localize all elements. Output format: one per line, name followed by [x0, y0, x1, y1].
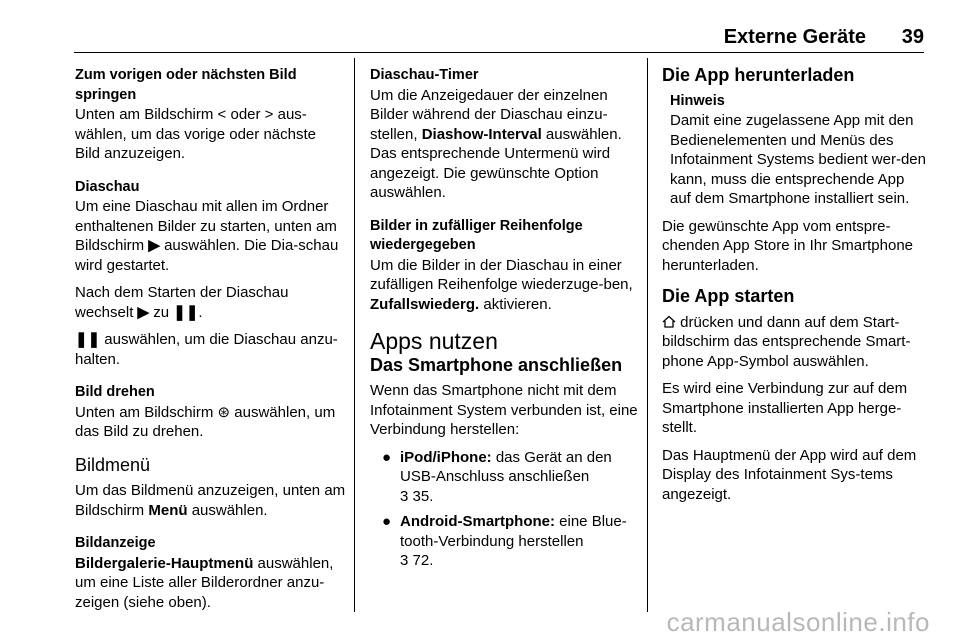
paragraph-shuffle: Um die Bilder in der Diaschau in einer zufälligen Reihenfolge wiederzuge-ben, Zufallswiederg. aktivieren. — [370, 256, 633, 313]
heading-smartphone-connect: Das Smartphone anschließen — [370, 354, 623, 375]
connect-options-list — [370, 448, 638, 571]
section-heading-shuffle: Bilder in zufälliger Reihenfolge wiedergegeben — [370, 217, 583, 253]
paragraph-main-menu: Das Hauptmenü der App wird auf dem Display des Infotainment Sys-tems angezeigt. — [662, 446, 917, 503]
header-divider — [74, 52, 924, 53]
page-title: Externe Geräte — [723, 26, 866, 48]
paragraph-bildanzeige: Bildergalerie-Hauptmenü auswählen, um eine Liste aller Bilderordner anzu-zeigen (siehe oben). — [75, 554, 334, 611]
paragraph-app-start: drücken und dann auf dem Start-bildschirm das entsprechende Smart-phone App-Symbol auswählen. — [662, 313, 911, 370]
paragraph-diaschau-switch: Nach dem Starten der Diaschau wechselt ▶ zu ❚❚. — [75, 284, 289, 321]
paragraph-connect: Wenn das Smartphone nicht mit dem Infotainment System verbunden ist, eine Verbindung herstellen: — [370, 382, 638, 438]
paragraph-rotate: Unten am Bildschirm ⊛ auswählen, um das Bild zu drehen. — [75, 403, 336, 440]
heading-app-start: Die App starten — [662, 286, 795, 306]
heading-app-download: Die App herunterladen — [662, 65, 855, 85]
section-heading-prev-next: Zum vorigen oder nächsten Bild springen — [75, 67, 297, 103]
paragraph-connection: Es wird eine Verbindung zur auf dem Smartphone installierten App herge-stellt. — [662, 380, 908, 436]
section-heading-rotate: Bild drehen — [75, 384, 155, 400]
column-1 — [75, 66, 350, 612]
page-reference-link[interactable]: 3 72. — [400, 552, 434, 569]
note-text: Damit eine zugelassene App mit den Bedienelementen und Menüs des Infotainment Systems bedient wer-den kann, muss die entsprechende App auf dem Smartphone installiert sein. — [670, 112, 926, 207]
watermark-text: carmanualsonline.info — [666, 607, 930, 637]
play-icon: ▶ — [148, 237, 160, 254]
note-title: Hinweis — [670, 92, 725, 109]
column-divider-2 — [647, 58, 648, 612]
heading-apps-nutzen: Apps nutzen — [370, 328, 498, 354]
home-icon — [662, 313, 676, 333]
paragraph-timer: Um die Anzeigedauer der einzelnen Bilder während der Diaschau einzu-stellen, Diashow-Interval auswählen. Das entsprechende Untermenü wird angezeigt. Die gewünschte Option auswählen. — [370, 86, 622, 201]
play-icon: ▶ — [137, 303, 150, 321]
column-divider-1 — [354, 58, 355, 612]
rotate-icon: ⊛ — [217, 403, 231, 421]
list-item: ● Android-Smartphone: eine Blue-tooth-Verbindung herstellen 3 72. — [382, 513, 627, 569]
pause-icon: ❚❚ — [173, 303, 199, 321]
list-item: ● iPod/iPhone: das Gerät an den USB-Anschluss anschließen 3 35. — [382, 448, 612, 505]
page-header — [74, 26, 924, 50]
paragraph-bildmenue: Um das Bildmenü anzuzeigen, unten am Bildschirm Menü auswählen. — [75, 482, 346, 519]
reference-arrow-icon: 3 — [400, 487, 409, 505]
paragraph-diaschau-pause: ❚❚ auswählen, um die Diaschau anzu-halten. — [75, 331, 338, 368]
paragraph-download: Die gewünschte App vom entspre-chenden App Store in Ihr Smartphone herunterladen. — [662, 217, 914, 274]
pause-icon: ❚❚ — [75, 331, 101, 348]
bullet-icon: ● — [382, 448, 392, 466]
bullet-icon: ● — [382, 513, 392, 530]
reference-arrow-icon: 3 — [400, 552, 409, 569]
section-heading-timer: Diaschau-Timer — [370, 67, 479, 83]
chevron-left-icon: < — [217, 106, 227, 123]
page-number: 39 — [901, 26, 924, 48]
section-heading-diaschau: Diaschau — [75, 178, 140, 195]
chevron-right-icon: > — [264, 106, 274, 123]
paragraph-prev-next: Unten am Bildschirm < oder > aus- wählen, um das vorige oder nächste Bild anzuzeigen. — [75, 106, 316, 162]
column-2 — [370, 66, 638, 577]
page-reference-link[interactable]: 3 35. — [400, 487, 434, 505]
paragraph-diaschau: Um eine Diaschau mit allen im Ordner enthaltenen Bilder zu starten, unten am Bildschirm ▶ auswählen. Die Dia-schau wird gestartet. — [75, 198, 339, 274]
section-heading-bildanzeige: Bildanzeige — [75, 535, 156, 551]
section-heading-bildmenue: Bildmenü — [75, 454, 151, 475]
column-3 — [662, 66, 928, 504]
note-box — [662, 92, 928, 209]
